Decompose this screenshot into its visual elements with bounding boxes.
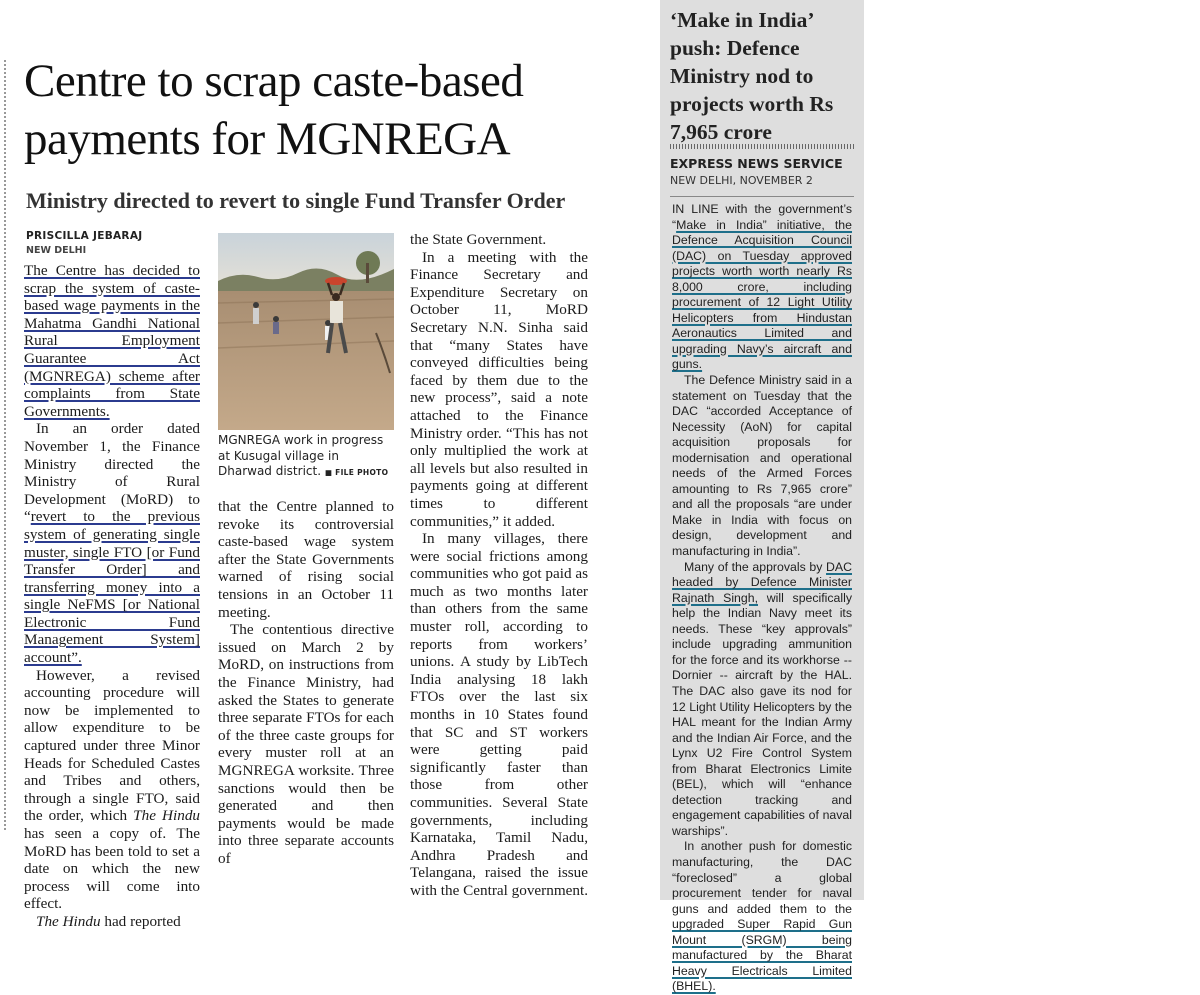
express-dateline: NEW DELHI, NOVEMBER 2 xyxy=(670,174,813,187)
express-service: EXPRESS NEWS SERVICE xyxy=(670,156,843,171)
express-clipping xyxy=(660,0,864,994)
hindu-col1-para-3: However, a revised accounting procedure will now be implemented to allow expenditure to be captured under three Minor Heads for Scheduled Castes and Tribes and others, through a single FTO, said the order, which The Hindu has seen a copy of. The MoRD has been told to set a date on which the new process will come into effect. xyxy=(24,666,201,913)
hindu-column-2 xyxy=(218,498,394,867)
hindu-subhead: Ministry directed to revert to single Fund Transfer Order xyxy=(26,188,566,213)
express-body xyxy=(672,202,852,995)
express-headline: ‘Make in India’ push: Defence Ministry nod to projects worth Rs 7,965 crore xyxy=(670,8,834,144)
photo-caption: MGNREGA work in progress at Kusugal village in Dharwad district. ■ FILE PHOTO xyxy=(218,433,389,478)
news-photo xyxy=(218,233,394,430)
hindu-column-1 xyxy=(24,262,200,931)
hindu-col1-para-1 xyxy=(24,262,200,420)
hindu-col1-para-4: The Hindu had reported xyxy=(36,912,181,930)
underlined-text: DAC headed by Defence Minister Rajnath Singh, xyxy=(672,559,852,605)
hindu-dateline: NEW DELHI xyxy=(26,245,87,256)
express-para-1: IN LINE with the government’s “Make in India” initiative, the Defence Acquisition Council (DAC) on Tuesday approved projects worth worth nearly Rs 8,000 crore, including procurement of 12 Light Utility Helicopters from Hindustan Aeronautics Limited and upgrading Navy’s aircraft and guns. xyxy=(672,202,852,372)
divider xyxy=(670,196,854,197)
hindu-col2-para-1: that the Centre planned to revoke its controversial caste-based wage system after the State Governments warned of rising social tensions in an October 11 meeting. xyxy=(218,498,394,621)
underlined-text: upgraded Super Rapid Gun Mount (SRGM) being manufactured by the Bharat Heavy Electricals Limited (BHEL). xyxy=(672,917,852,994)
hindu-column-3 xyxy=(410,231,588,900)
hindu-col3-para-3: In many villages, there were social frictions among communities who got paid as much as two months later than others from the same muster roll, according to reports from workers’ unions. A study by LibTech India analysing 18 lakh FTOs over the last six months in 10 States found that SC and ST workers were getting paid significantly faster than those from other communities. Several State governments, including Karnataka, Tamil Nadu, Andhra Pradesh and Telangana, raised the issue with the Central government. xyxy=(410,530,589,899)
dotted-rule xyxy=(670,144,854,149)
underlined-text: The Centre has decided to scrap the system of caste-based wage payments in the Mahatma Gandhi National Rural Employment Guarantee Act (MGNREGA) scheme after complaints from State Governments. xyxy=(24,262,200,420)
hindu-headline: Centre to scrap caste-based payments for MGNREGA xyxy=(24,55,524,165)
express-para-3: Many of the approvals by DAC headed by Defence Minister Rajnath Singh, will specifically help the Indian Navy meet its needs. These “key approvals” include upgrading ammunition for the force and its workhorse -- Dornier -- aircraft by the HAL. The DAC also gave its nod for 12 Light Utility Helicopters by the HAL meant for the Indian Army and the Indian Air Force, and the Lynx U2 Fire Control System from Bharat Electronics Limite (BEL), which will “enhance detection tracking and engagement capabilities of naval warships”. xyxy=(672,559,852,838)
photo-credit: ■ FILE PHOTO xyxy=(324,468,389,477)
express-para-4: In another push for domestic manufacturing, the DAC “foreclosed” a global procurement tender for naval guns and added them to the upgraded Super Rapid Gun Mount (SRGM) being manufactured by the Bharat Heavy Electricals Limited (BHEL). xyxy=(672,839,852,994)
underlined-text: Make in India” initiative, the Defence Acquisition Council (DAC) on Tuesday approved projects worth worth nearly Rs 8,000 crore, including procurement of 12 Light Utility Helicopters from Hindustan Aeronautics Limited and upgrading Navy’s aircraft and guns. xyxy=(672,217,852,372)
hindu-byline: PRISCILLA JEBARAJ xyxy=(26,230,143,242)
hindu-clipping xyxy=(0,0,600,930)
hindu-col1-para-2: In an order dated November 1, the Finance Ministry directed the Ministry of Rural Development (MoRD) to “revert to the previous system of generating single muster, single FTO [or Fund Transfer Order] and transferring money into a single NeFMS [or National Electronic Fund Management System] account”. xyxy=(24,420,200,667)
express-para-2: The Defence Ministry said in a statement on Tuesday that the DAC “accorded Acceptance of Necessity (AoN) for capital acquisition proposals for modernisation and operational needs of the Armed Forces amounting to Rs 7,965 crore” and all the proposals “are under Make in India with focus on design, development and manufacturing in India”. xyxy=(672,373,852,559)
hindu-col3-para-2: In a meeting with the Finance Secretary and Expenditure Secretary on October 11, MoRD Secretary N.N. Sinha said that “many States have conveyed difficulties being faced by them due to the new process”, said a note attached to the Finance Ministry order. “This has not only multiplied the work at all levels but also resulted in payments going at different times to different communities,” it added. xyxy=(410,248,588,530)
hindu-col2-para-2: The contentious directive issued on March 2 by MoRD, on instructions from the Finance Ministry, had asked the States to generate three separate FTOs for each of the three caste groups for every muster roll at an MGNREGA worksite. Three sanctions would then be generated and then payments would be made into three separate accounts of xyxy=(218,621,394,867)
hindu-col3-para-1: the State Government. xyxy=(410,231,547,248)
underlined-text: revert to the previous system of generating single muster, single FTO [or Fund Transfer Order] and transferring money into a single NeFMS [or National Electronic Fund Management System] account”. xyxy=(24,508,200,667)
cut-edge xyxy=(4,60,6,830)
